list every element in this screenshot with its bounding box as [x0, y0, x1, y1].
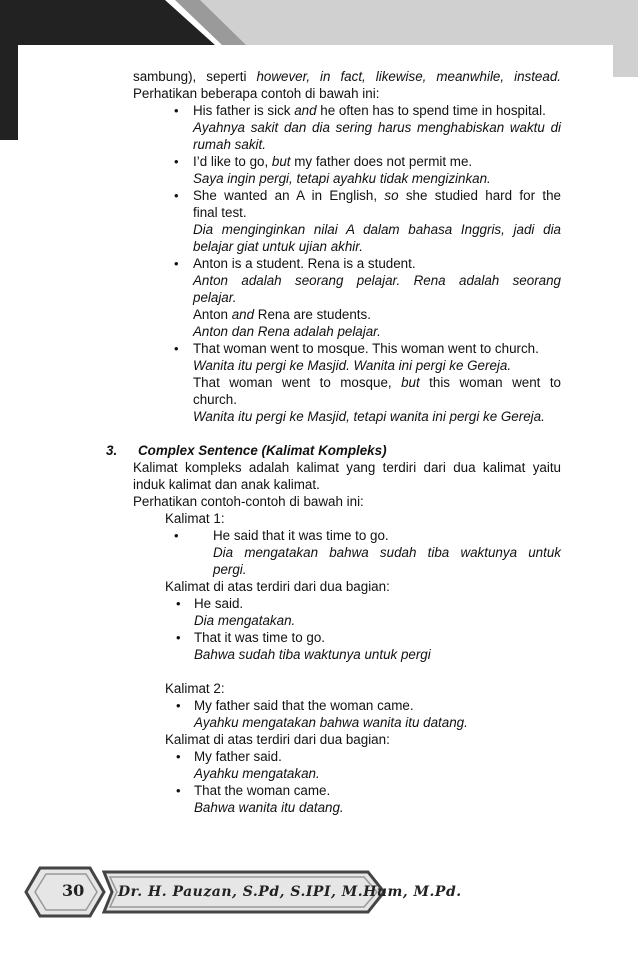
- example-3-translation-cont: belajar giat untuk ujian akhir.: [193, 239, 363, 254]
- bullet: •: [174, 528, 179, 543]
- bullet: •: [174, 103, 179, 118]
- bullet: •: [176, 749, 181, 764]
- kalimat-2-description: Kalimat di atas terdiri dari dua bagian:: [165, 732, 390, 747]
- example-1-translation: Ayahnya sakit dan dia sering harus menghabiskan waktu di: [193, 120, 561, 135]
- example-5-combined-cont: church.: [193, 392, 237, 407]
- bullet: •: [176, 596, 181, 611]
- section-paragraph-line-2: induk kalimat dan anak kalimat.: [133, 477, 320, 492]
- example-5-combined-translation: Wanita itu pergi ke Masjid, tetapi wanita ini pergi ke Gereja.: [193, 409, 545, 424]
- kalimat-2-part-2: That the woman came.: [194, 783, 331, 798]
- kalimat-2-part-1-translation: Ayahku mengatakan.: [194, 766, 320, 781]
- example-5-sentence: That woman went to mosque. This woman went to church.: [193, 341, 539, 356]
- kalimat-1-part-1: He said.: [194, 596, 244, 611]
- intro-line-1: sambung), seperti however, in fact, likewise, meanwhile, instead.: [133, 69, 561, 84]
- bullet: •: [174, 154, 179, 169]
- section-number: 3.: [106, 443, 118, 458]
- example-4-translation: Anton adalah seorang pelajar. Rena adalah seorang: [193, 273, 561, 288]
- bullet: •: [176, 630, 181, 645]
- kalimat-2-part-1: My father said.: [194, 749, 282, 764]
- example-1-translation-cont: rumah sakit.: [193, 137, 266, 152]
- example-5-translation: Wanita itu pergi ke Masjid. Wanita ini pergi ke Gereja.: [193, 358, 512, 373]
- page-number: 30: [62, 881, 85, 900]
- kalimat-1-label: Kalimat 1:: [165, 511, 225, 526]
- author-name: Dr. H. Pauzan, S.Pd, S.IPI, M.Hum, M.Pd.: [118, 884, 462, 900]
- kalimat-1-part-1-translation: Dia mengatakan.: [194, 613, 296, 628]
- kalimat-2-translation: Ayahku mengatakan bahwa wanita itu datang.: [194, 715, 468, 730]
- example-4-combined-translation: Anton dan Rena adalah pelajar.: [193, 324, 381, 339]
- intro-line-2: Perhatikan beberapa contoh di bawah ini:: [133, 86, 380, 101]
- example-4-sentence: Anton is a student. Rena is a student.: [193, 256, 416, 271]
- bullet: •: [174, 256, 179, 271]
- kalimat-1-sentence: He said that it was time to go.: [213, 528, 389, 543]
- example-4-combined: Anton and Rena are students.: [193, 307, 371, 322]
- example-4-translation-cont: pelajar.: [193, 290, 237, 305]
- kalimat-1-translation-cont: pergi.: [213, 562, 247, 577]
- example-5-combined: That woman went to mosque, but this woman went to: [193, 375, 561, 390]
- kalimat-1-description: Kalimat di atas terdiri dari dua bagian:: [165, 579, 390, 594]
- example-3-sentence: She wanted an A in English, so she studied hard for the: [193, 188, 561, 203]
- kalimat-2-sentence: My father said that the woman came.: [194, 698, 414, 713]
- bullet: •: [174, 188, 179, 203]
- example-2-translation: Saya ingin pergi, tetapi ayahku tidak mengizinkan.: [193, 171, 491, 186]
- example-2-sentence: I’d like to go, but my father does not permit me.: [193, 154, 473, 169]
- kalimat-1-part-2: That it was time to go.: [194, 630, 325, 645]
- section-heading: Complex Sentence (Kalimat Kompleks): [138, 443, 387, 458]
- bullet: •: [176, 783, 181, 798]
- example-3-translation: Dia menginginkan nilai A dalam bahasa Inggris, jadi dia: [193, 222, 561, 237]
- kalimat-1-part-2-translation: Bahwa sudah tiba waktunya untuk pergi: [194, 647, 431, 662]
- example-3-sentence-cont: final test.: [193, 205, 247, 220]
- section-paragraph-line-1: Kalimat kompleks adalah kalimat yang terdiri dari dua kalimat yaitu: [133, 460, 561, 475]
- section-paragraph-line-3: Perhatikan contoh-contoh di bawah ini:: [133, 494, 364, 509]
- kalimat-1-translation: Dia mengatakan bahwa sudah tiba waktunya untuk: [213, 545, 561, 560]
- kalimat-2-part-2-translation: Bahwa wanita itu datang.: [194, 800, 344, 815]
- bullet: •: [174, 341, 179, 356]
- kalimat-2-label: Kalimat 2:: [165, 681, 225, 696]
- example-1-sentence: His father is sick and he often has to spend time in hospital.: [193, 103, 546, 118]
- bullet: •: [176, 698, 181, 713]
